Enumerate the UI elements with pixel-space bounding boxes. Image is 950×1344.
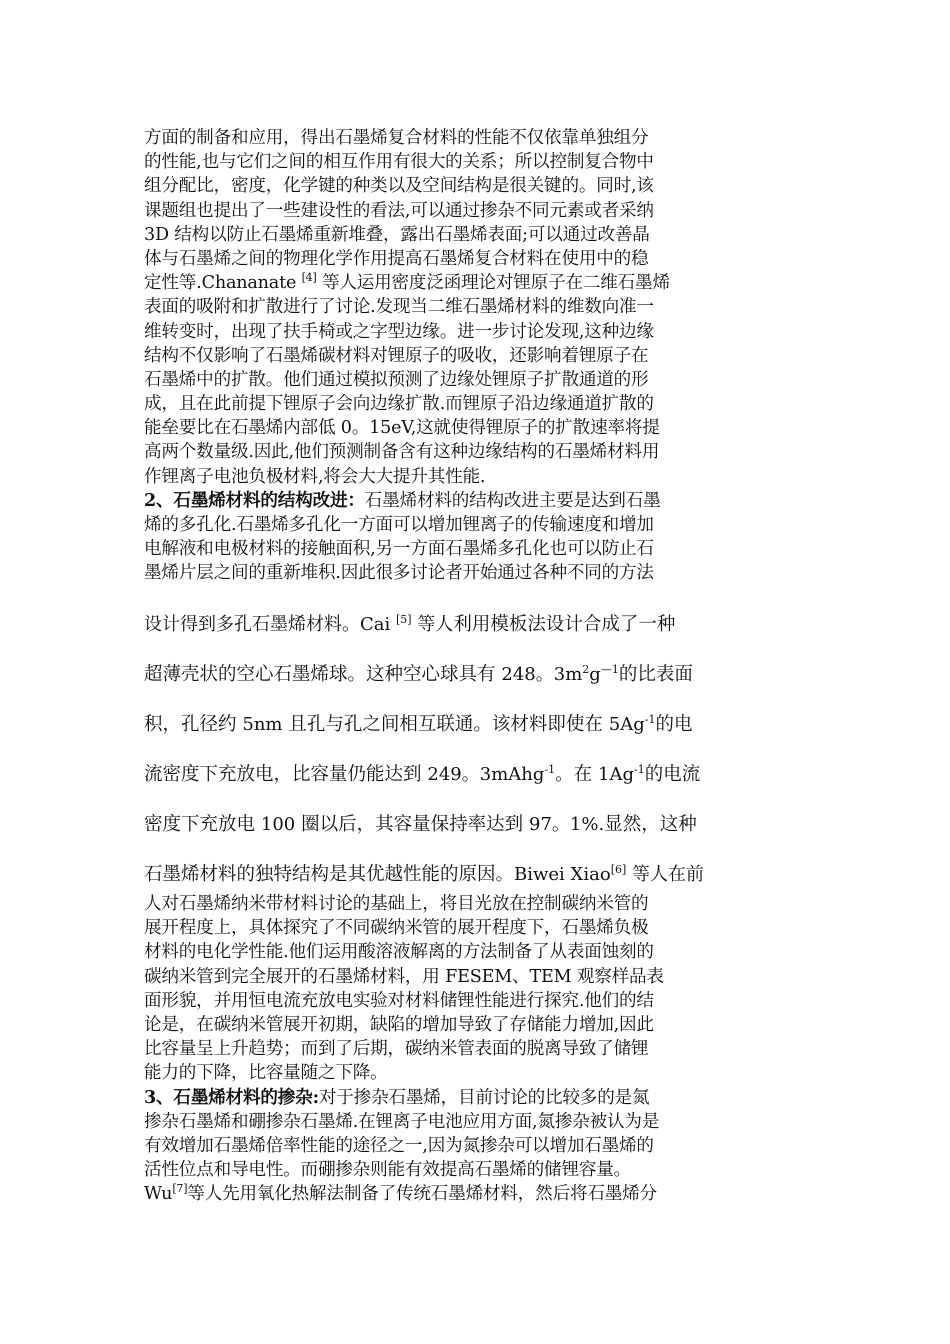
text-line: 体与石墨烯之间的物理化学作用提高石墨烯复合材料在使用中的稳 [144, 248, 649, 269]
text-run: 的电流 [644, 764, 701, 785]
section-3-line [144, 1086, 804, 1110]
text-line: 作锂离子电池负极材料,将会大大提升其性能. [144, 466, 486, 487]
text-line [144, 800, 804, 850]
text-run: Biwei Xiao [514, 864, 611, 885]
superscript: -1 [544, 763, 556, 776]
text-line [144, 271, 804, 295]
superscript: —1 [600, 663, 619, 676]
text-run: 超薄壳状的空心石墨烯球。这种空心球具有 [144, 664, 502, 685]
text-line [144, 1182, 804, 1206]
text-line [144, 650, 804, 700]
text-run: 的电 [655, 714, 693, 735]
text-line [144, 750, 804, 800]
paragraph-block-1 [144, 126, 804, 586]
text-run: 97。1%. [529, 814, 605, 835]
text-line: 电解液和电极材料的接触面积,另一方面石墨烯多孔化也可以防止石 [144, 539, 654, 560]
text-line: 课题组也提出了一些建设性的看法,可以通过掺杂不同元素或者采纳 [144, 200, 654, 221]
text-run: 。在 [555, 764, 598, 785]
text-line: 面形貌，并用恒电流充放电实验对材料储锂性能进行探究.他们的结 [144, 990, 654, 1011]
text-run: 密度下充放电 [144, 814, 261, 835]
text-line: 维转变时，出现了扶手椅或之字型边缘。进一步讨论发现,这种边缘 [144, 321, 654, 342]
text-line: 材料的电化学性能.他们运用酸溶液解离的方法制备了从表面蚀刻的 [144, 942, 654, 963]
text-run: 流密度下充放电，比容量仍能达到 [144, 764, 428, 785]
text-line: 结构不仅影响了石墨烯碳材料对锂原子的吸收，还影响着锂原子在 [144, 345, 649, 366]
citation-ref: [5] [395, 613, 412, 626]
text-run: 5nm [242, 714, 283, 735]
text-run: 石墨烯材料的结构改进主要是达到石墨 [364, 490, 661, 511]
text-line: 表面的吸附和扩散进行了讨论.发现当二维石墨烯材料的维数向准一 [144, 297, 654, 318]
text-run: g [589, 664, 601, 685]
text-line: 人对石墨烯纳米带材料讨论的基础上，将目光放在控制碳纳米管的 [144, 894, 649, 914]
text-run: 显然，这种 [604, 814, 697, 835]
text-run: 利用模板法设计合成了一种 [453, 614, 676, 635]
text-run: 等人在前 [626, 864, 705, 885]
section-heading: 2、石墨烯材料的结构改进： [144, 489, 365, 511]
text-run: 石墨烯材料的独特结构是其优越性能的原因。 [144, 864, 515, 885]
text-line: 活性位点和导电性。而硼掺杂则能有效提高石墨烯的储锂容量。 [144, 1160, 632, 1181]
text-line: 能垒要比在石墨烯内部低 0。15eV,这就使得锂原子的扩散速率将提 [144, 418, 660, 439]
superscript: -1 [633, 763, 645, 776]
text-line: 组分配比，密度，化学键的种类以及空间结构是很关键的。同时,该 [144, 176, 654, 197]
text-run: 的比表面 [618, 664, 693, 685]
citation-ref: [6] [610, 863, 627, 876]
text-line: 比容量呈上升趋势；而到了后期，碳纳米管表面的脱离导致了储锂 [144, 1039, 649, 1060]
section-2-line [144, 489, 804, 513]
text-run: 定性等.Chananate [144, 273, 302, 294]
text-run: 圈以后，其容量保持率达到 [295, 814, 530, 835]
text-run: 积，孔径约 [144, 714, 243, 735]
text-line: 有效增加石墨烯倍率性能的途径之一,因为氮掺杂可以增加石墨烯的 [144, 1135, 654, 1156]
text-run: 等人 [411, 614, 454, 635]
text-line [144, 600, 804, 650]
text-line: 展开程度上，具体探究了不同碳纳米管的展开程度下，石墨烯负极 [144, 918, 649, 939]
text-line [144, 700, 804, 750]
text-run: 249。3mAhg [427, 764, 545, 785]
text-line: 成，且在此前提下锂原子会向边缘扩散.而锂原子沿边缘通道扩散的 [144, 394, 654, 415]
text-line: 墨烯片层之间的重新堆积.因此很多讨论者开始通过各种不同的方法 [144, 563, 654, 584]
text-run: Wu [144, 1184, 173, 1205]
text-line: 高两个数量级.因此,他们预测制备含有这种边缘结构的石墨烯材料用 [144, 442, 660, 463]
superscript: -1 [644, 713, 656, 726]
citation-ref: [4] [301, 271, 317, 285]
paragraph-block-3 [144, 892, 804, 1206]
text-line: 烯的多孔化.石墨烯多孔化一方面可以增加锂离子的传输速度和增加 [144, 515, 654, 535]
text-run: 1Ag [598, 764, 634, 785]
text-run: 等人运用密度泛函理论对锂原子在二维石墨烯 [316, 273, 670, 294]
text-run: 248。3m [501, 664, 583, 685]
text-run: 且孔与孔之间相互联通。该材料即使在 [282, 714, 609, 735]
text-run: 100 [260, 814, 296, 835]
text-line: 论是，在碳纳米管展开初期，缺陷的增加导致了存储能力增加,因此 [144, 1014, 654, 1035]
text-run: 等人先用氧化热解法制备了传统石墨烯材料，然后将石墨烯分 [187, 1184, 657, 1205]
text-line: 3D 结构以防止石墨烯重新堆叠，露出石墨烯表面;可以通过改善晶 [144, 224, 650, 245]
superscript: 2 [582, 663, 590, 676]
text-line: 碳纳米管到完全展开的石墨烯材料，用 FESEM、TEM 观察样品表 [144, 966, 664, 987]
text-run: 5Ag [608, 714, 645, 735]
text-run: 对于掺杂石墨烯，目前讨论的比较多的是氮 [318, 1087, 650, 1108]
text-line: 掺杂石墨烯和硼掺杂石墨烯.在锂离子电池应用方面,氮掺杂被认为是 [144, 1111, 660, 1132]
paragraph-block-spaced [144, 600, 804, 900]
text-line: 石墨烯中的扩散。他们通过模拟预测了边缘处锂原子扩散通道的形 [144, 369, 649, 390]
section-heading: 3、石墨烯材料的掺杂: [144, 1086, 319, 1108]
text-line: 能力的下降，比容量随之下降。 [144, 1063, 388, 1084]
text-line: 的性能,也与它们之间的相互作用有很大的关系；所以控制复合物中 [144, 152, 654, 173]
citation-ref: [7] [172, 1182, 188, 1196]
text-run: 设计得到多孔石墨烯材料。Cai [144, 614, 396, 635]
text-line: 方面的制备和应用，得出石墨烯复合材料的性能不仅依靠单独组分 [144, 128, 649, 148]
